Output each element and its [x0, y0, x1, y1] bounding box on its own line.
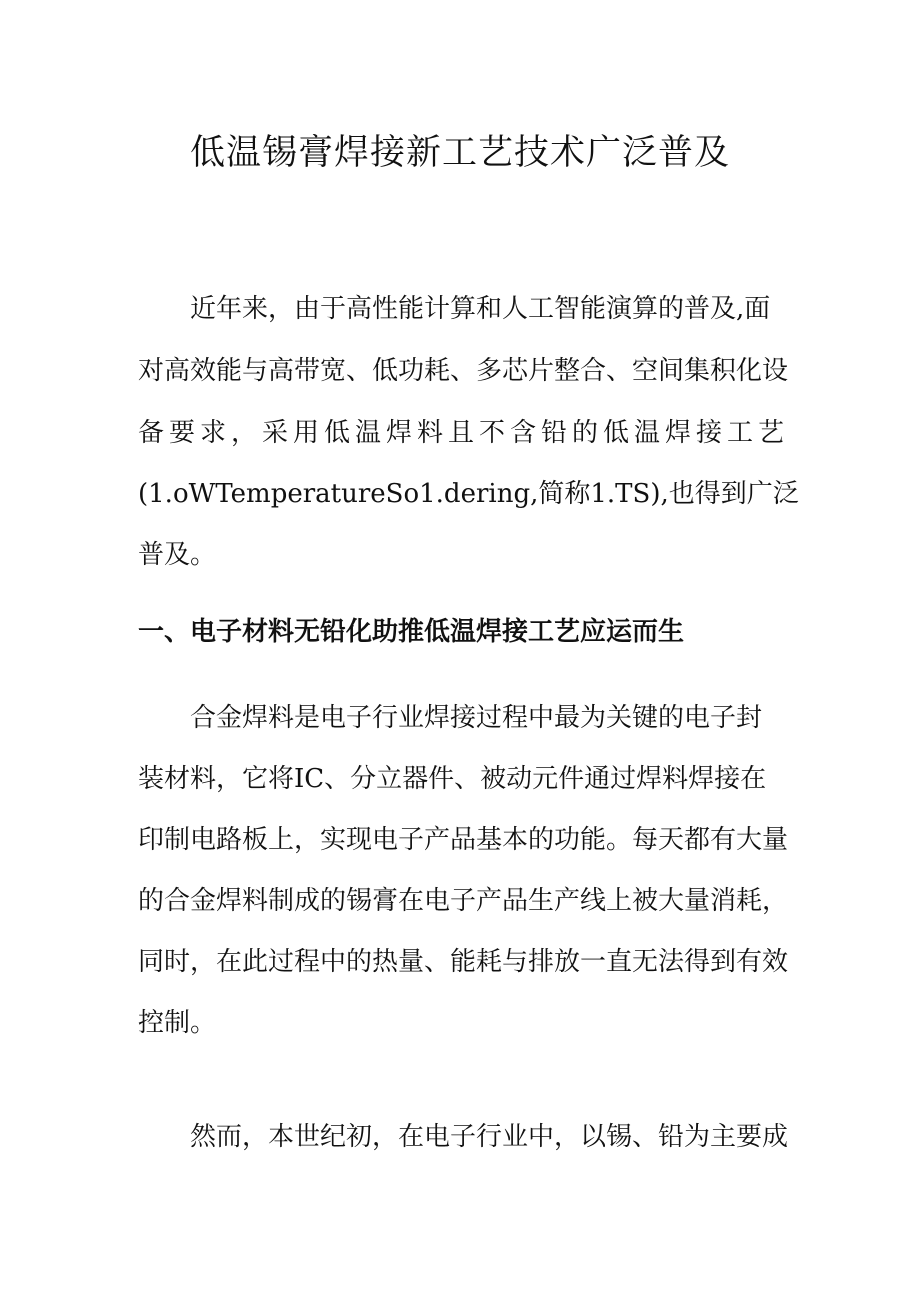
section-line-2: 装材料，它将IC、分立器件、被动元件通过焊料焊接在 [138, 764, 767, 794]
intro-line-2: 对高效能与高带宽、低功耗、多芯片整合、空间集积化设 [138, 356, 789, 386]
intro-line-1: 近年来，由于高性能计算和人工智能演算的普及,面 [190, 294, 771, 324]
section-line-4: 的合金焊料制成的锡膏在电子产品生产线上被大量消耗， [138, 886, 789, 916]
section-heading: 一、电子材料无铅化助推低温焊接工艺应运而生 [138, 617, 685, 647]
intro-line-3: 备要求，采用低温焊料且不含铅的低温焊接工艺 [138, 418, 790, 448]
intro-line-5: 普及。 [138, 540, 217, 570]
section-line-3: 印制电路板上，实现电子产品基本的功能。每天都有大量 [138, 825, 789, 855]
intro-line-4: (1.oWTemperatureSo1.dering,简称1.TS),也得到广泛 [138, 479, 799, 509]
document-title: 低温锡膏焊接新工艺技术广泛普及 [189, 133, 730, 173]
paragraph-line: 然而，本世纪初，在电子行业中，以锡、铅为主要成 [190, 1122, 789, 1152]
section-line-1: 合金焊料是电子行业焊接过程中最为关键的电子封 [190, 703, 763, 733]
section-line-5: 同时，在此过程中的热量、能耗与排放一直无法得到有效 [138, 947, 789, 977]
section-line-6: 控制。 [138, 1008, 217, 1038]
